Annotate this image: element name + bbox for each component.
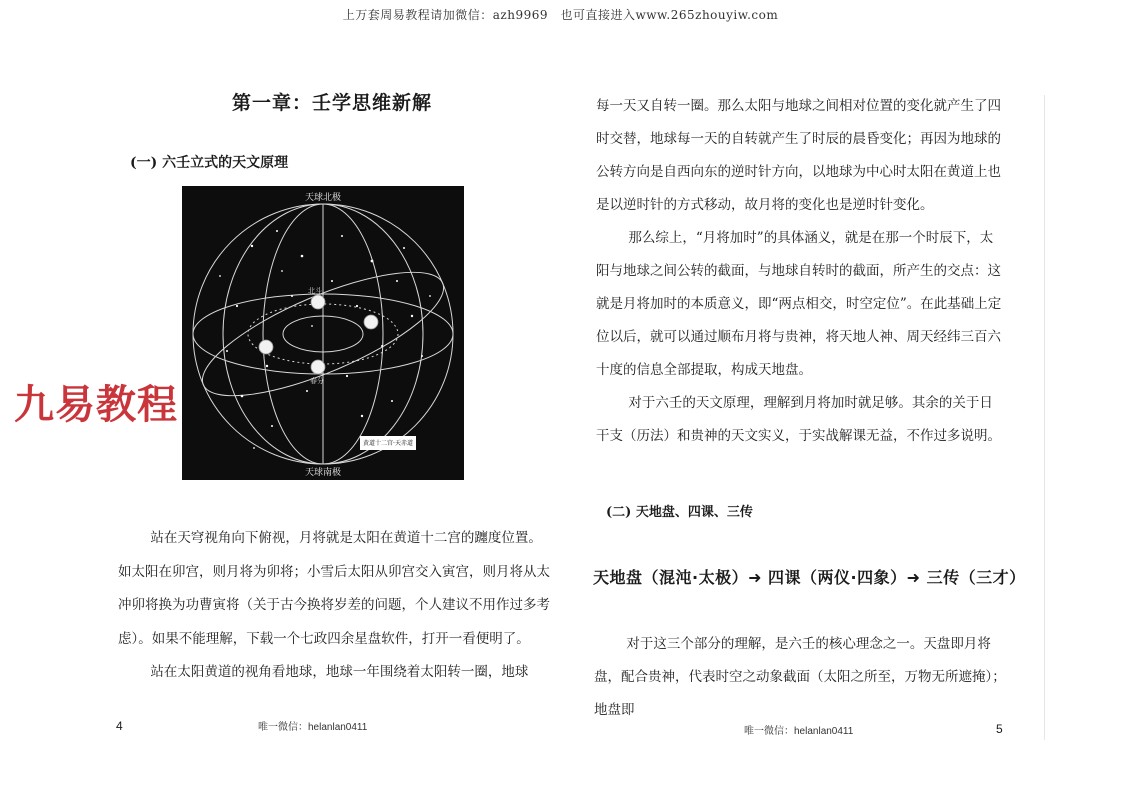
left-page-number: 4 — [116, 719, 123, 733]
chapter-title: 第一章：壬学思维新解 — [232, 92, 433, 114]
right-paragraph-3: 对于六壬的天文原理，理解到月将加时就足够。其余的关于日干支（历法）和贵神的天文实义，于实战解课无益，不作过多说明。 — [596, 395, 1001, 444]
right-page-number: 5 — [996, 722, 1003, 736]
figure-bottom-label: 天球南极 — [304, 468, 341, 478]
figure-inner-label: 春分 — [310, 377, 324, 385]
right-body-text — [596, 90, 1006, 453]
section-title-2: (二) 天地盘、四课、三传 — [606, 505, 753, 520]
right-paragraph-1: 每一天又自转一圈。那么太阳与地球之间相对位置的变化就产生了四时交替，地球每一天的自转就产生了时辰的晨昏变化；再因为地球的公转方向是自西向东的逆时针方向，以地球为中心时太阳在黄道上也是以逆时针的方式移动，故月将的变化也是逆时针变化。 — [596, 98, 1001, 213]
right-paragraph-2: 那么综上，“月将加时”的具体涵义，就是在那一个时辰下，太阳与地球之间公转的截面，与地球自转时的截面，所产生的交点：这就是月将加时的本质意义，即“两点相交，时空定位”。在此基础上定位以后，就可以通过顺布月将与贵神，将天地人神、周天经纬三百六十度的信息全部提取，构成天地盘。 — [596, 230, 1002, 378]
right-bottom-text — [594, 628, 1006, 727]
right-paragraph-4: 对于这三个部分的理解，是六壬的核心理念之一。天盘即月将盘，配合贵神，代表时空之动象截面（太阳之所至，万物无所遮掩）；地盘即 — [594, 636, 1006, 718]
page-edge-divider — [1044, 95, 1045, 740]
structure-headline: 天地盘（混沌·太极）➜ 四课（两仪·四象）➜ 三传（三才） — [593, 568, 1026, 587]
figure-top-label: 天球北极 — [304, 193, 341, 203]
watermark-logo: 九易教程 — [12, 373, 180, 430]
right-footer-contact: 唯一微信：helanlan0411 — [744, 726, 854, 737]
figure-small-caption: 北斗 — [308, 287, 322, 295]
left-footer-contact: 唯一微信：helanlan0411 — [258, 722, 368, 733]
left-paragraph-1: 站在天穹视角向下俯视，月将就是太阳在黄道十二宫的躔度位置。如太阳在卯宫，则月将为卯将；小雪后太阳从卯宫交入寅宫，则月将从太冲卯将换为功曹寅将（关于古今换将岁差的问题，个人建议不用作过多考虑）。如果不能理解，下载一个七政四余星盘软件，打开一看便明了。 — [118, 530, 550, 647]
left-body-text — [118, 522, 550, 690]
celestial-sphere-svg — [182, 186, 464, 480]
figure-box-label: 黄道十二宫·天赤道 — [363, 440, 413, 447]
top-banner: 上万套周易教程请加微信：azh9969 也可直接进入www.265zhouyiw.com — [342, 8, 779, 22]
left-paragraph-2: 站在太阳黄道的视角看地球，地球一年围绕着太阳转一圈，地球 — [150, 664, 529, 680]
section-title-1: (一) 六壬立式的天文原理 — [130, 155, 289, 171]
celestial-sphere-figure — [182, 186, 464, 480]
